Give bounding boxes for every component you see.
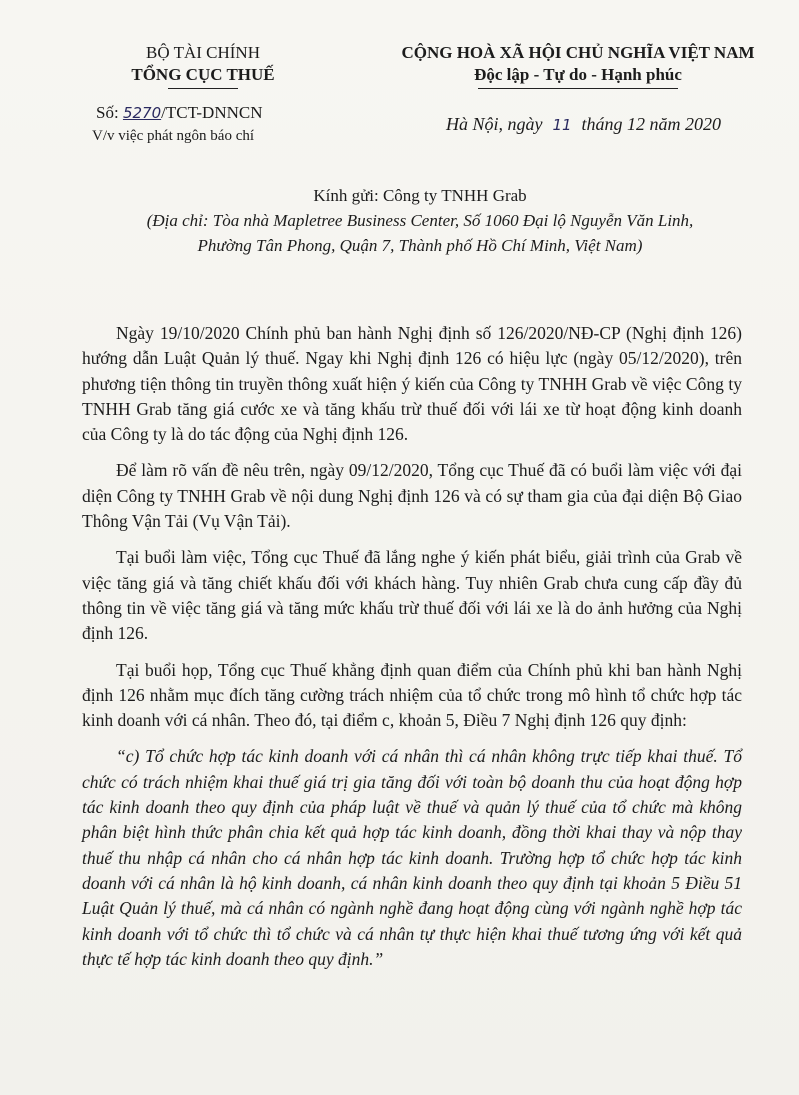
country-name: CỘNG HOÀ XÃ HỘI CHỦ NGHĨA VIỆT NAM [401, 43, 755, 62]
recipient-block [100, 183, 740, 258]
body-paragraph: Ngày 19/10/2020 Chính phủ ban hành Nghị định số 126/2020/NĐ-CP (Nghị định 126) hướng dẫn Luật Quản lý thuế. Ngay khi Nghị định 126 có hiệu lực (ngày 05/12/2020), trên phương tiện thông tin truyền thông xuất hiện ý kiến của Công ty TNHH Grab về việc Công ty TNHH Grab tăng giá cước xe và tăng khấu trừ thuế đối với lái xe từ hoạt động kinh doanh của Công ty là do tác động của Nghị định 126. [82, 323, 742, 445]
recipient-line: Kính gửi: Công ty TNHH Grab [313, 186, 527, 205]
doc-number-suffix: /TCT-DNNCN [161, 103, 263, 122]
dateline-month-year: tháng 12 năm 2020 [581, 114, 721, 134]
decree-quote: “c) Tổ chức hợp tác kinh doanh với cá nhân thì cá nhân không trực tiếp khai thuế. Tổ chức có trách nhiệm khai thuế giá trị gia tăng đối với toàn bộ doanh thu của hoạt động hợp tác kinh doanh theo quy định của pháp luật về thuế và quản lý thuế của tổ chức mà không phân biệt hình thức phân chia kết quả hợp tác kinh doanh, đồng thời khai thay và nộp thay thuế thu nhập cá nhân cho cá nhân hợp tác kinh doanh. Trường hợp tổ chức hợp tác kinh doanh với cá nhân là hộ kinh doanh, cá nhân kinh doanh theo quy định tại khoản 5 Điều 51 Luật Quản lý thuế, mà cá nhân có ngành nghề đang hoạt động cùng với ngành nghề hợp tác kinh doanh với tổ chức thì tổ chức và cá nhân tự thực hiện khai thuế tương ứng với kết quả thực tế hợp tác kinh doanh theo quy định.” [82, 746, 742, 969]
doc-number-prefix: Số: [96, 103, 119, 122]
header-left-underline [168, 88, 238, 89]
body-paragraph: Để làm rõ vấn đề nêu trên, ngày 09/12/2020, Tổng cục Thuế đã có buổi làm việc với đại diện Công ty TNHH Grab về nội dung Nghị định 126 và có sự tham gia của đại diện Bộ Giao Thông Vận Tải (Vụ Vận Tải). [82, 460, 742, 532]
document-body [82, 321, 742, 983]
dateline [446, 114, 721, 135]
body-paragraph: Tại buổi họp, Tổng cục Thuế khẳng định quan điểm của Chính phủ khi ban hành Nghị định 126 nhằm mục đích tăng cường trách nhiệm của tổ chức trong mô hình tổ chức hợp tác kinh doanh với cá nhân. Theo đó, tại điểm c, khoản 5, Điều 7 Nghị định 126 quy định: [82, 659, 742, 731]
issuer-header [88, 42, 318, 89]
document-subject: V/v việc phát ngôn báo chí [92, 128, 255, 144]
body-paragraph: Tại buổi làm việc, Tổng cục Thuế đã lắng nghe ý kiến phát biểu, giải trình của Grab về việc tăng giá và tăng chiết khấu đối với khách hàng. Tuy nhiên Grab chưa cung cấp đầy đủ thông tin về việc tăng giá và tăng mức khấu trừ thuế đối với lái xe là do ảnh hưởng của Nghị định 126. [82, 547, 742, 644]
recipient-address-1: (Địa chỉ: Tòa nhà Mapletree Business Center, Số 1060 Đại lộ Nguyễn Văn Linh, [146, 211, 694, 230]
ministry-name: BỘ TÀI CHÍNH [146, 43, 260, 62]
dateline-place: Hà Nội, ngày [446, 114, 543, 134]
national-motto: Độc lập - Tự do - Hạnh phúc [474, 65, 682, 84]
doc-number-handwritten: 5270 [122, 104, 162, 122]
document-number [96, 103, 263, 123]
department-name: TỔNG CỤC THUẾ [131, 65, 275, 84]
national-header [388, 42, 768, 89]
dateline-day-handwritten: 11 [552, 116, 572, 134]
header-right-underline [478, 88, 678, 89]
recipient-address-2: Phường Tân Phong, Quận 7, Thành phố Hồ Chí Minh, Việt Nam) [197, 236, 643, 255]
